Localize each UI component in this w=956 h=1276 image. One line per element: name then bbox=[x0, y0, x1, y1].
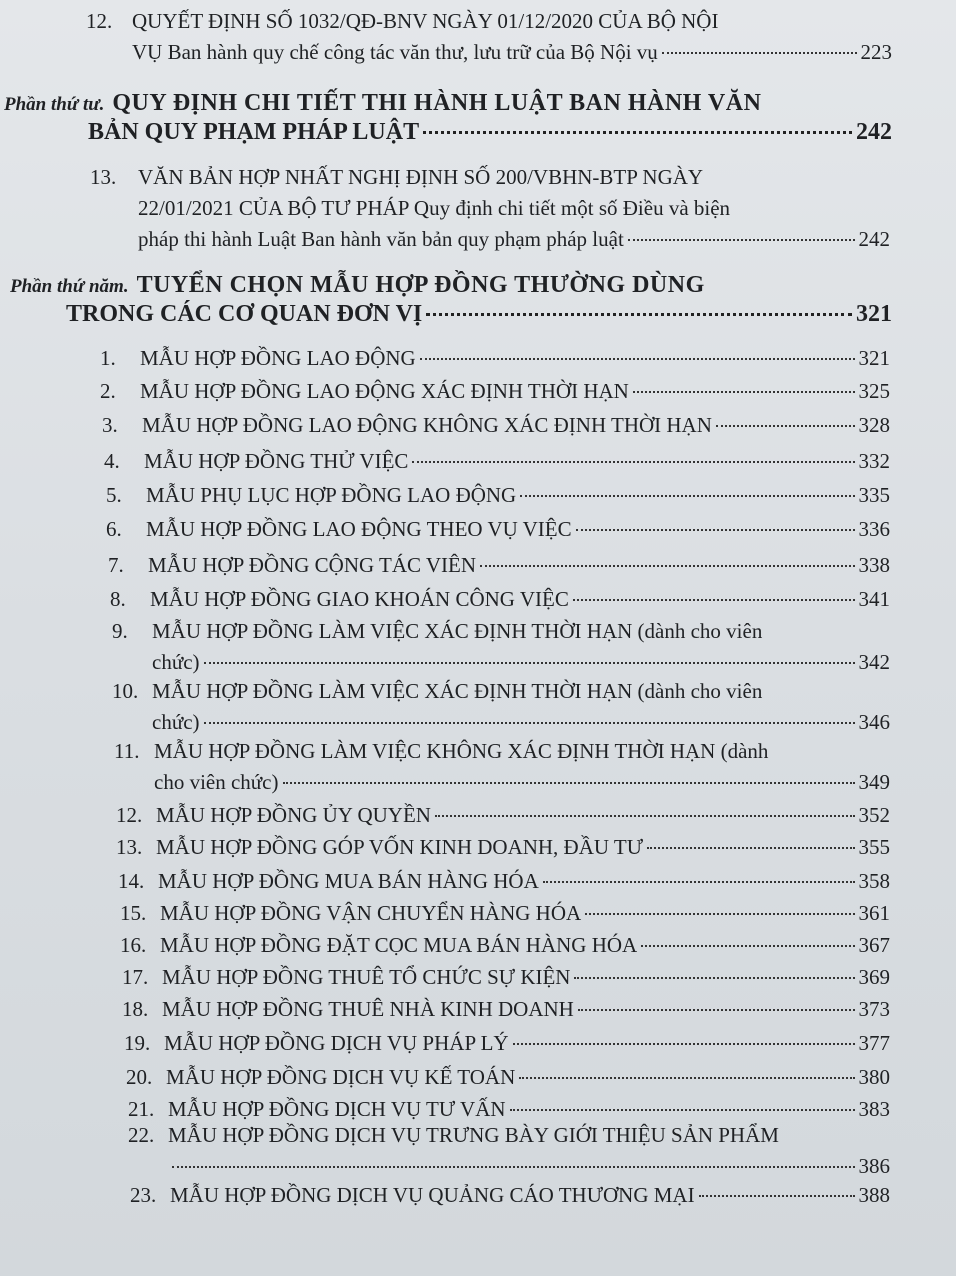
entry-title: MẪU HỢP ĐỒNG THỬ VIỆC bbox=[144, 449, 409, 473]
entry-number: 18. bbox=[122, 997, 149, 1021]
entry-title-cont: chức) bbox=[152, 650, 200, 674]
leader-dots bbox=[513, 1043, 855, 1045]
entry-number: 14. bbox=[118, 869, 145, 893]
entry-title-line2: VỤ Ban hành quy chế công tác văn thư, lưu trữ của Bộ Nội vụ bbox=[132, 40, 658, 64]
leader-dots bbox=[662, 52, 857, 54]
page-number: 242 bbox=[856, 119, 892, 145]
entry-title: MẪU PHỤ LỤC HỢP ĐỒNG LAO ĐỘNG bbox=[146, 483, 517, 507]
contract-entry bbox=[104, 446, 890, 477]
section-4-heading bbox=[4, 90, 892, 146]
entry-title: MẪU HỢP ĐỒNG ỦY QUYỀN bbox=[156, 803, 431, 827]
entry-title: MẪU HỢP ĐỒNG DỊCH VỤ TƯ VẤN bbox=[168, 1097, 506, 1121]
entry-number: 23. bbox=[130, 1183, 157, 1207]
leader-dots bbox=[585, 913, 854, 915]
leader-dots bbox=[204, 662, 855, 664]
entry-title-line3: pháp thi hành Luật Ban hành văn bản quy phạm pháp luật bbox=[138, 227, 624, 251]
leader-dots bbox=[716, 425, 855, 427]
entry-title: MẪU HỢP ĐỒNG GÓP VỐN KINH DOANH, ĐẦU TƯ bbox=[156, 835, 644, 859]
entry-title: MẪU HỢP ĐỒNG CỘNG TÁC VIÊN bbox=[148, 553, 477, 577]
contract-entry bbox=[116, 832, 890, 863]
entry-number: 16. bbox=[120, 933, 147, 957]
entry-number: 1. bbox=[100, 346, 116, 370]
entry-title: MẪU HỢP ĐỒNG LÀM VIỆC XÁC ĐỊNH THỜI HẠN (dành cho viên bbox=[152, 619, 763, 643]
entry-title-line1: VĂN BẢN HỢP NHẤT NGHỊ ĐỊNH SỐ 200/VBHN-BTP NGÀY bbox=[138, 165, 704, 189]
page-number: 321 bbox=[856, 301, 892, 327]
contract-entry bbox=[100, 376, 890, 407]
page-number: 223 bbox=[860, 40, 892, 64]
entry-title: MẪU HỢP ĐỒNG LAO ĐỘNG XÁC ĐỊNH THỜI HẠN bbox=[140, 379, 629, 403]
leader-dots bbox=[435, 815, 855, 817]
leader-dots bbox=[204, 722, 855, 724]
leader-dots bbox=[641, 945, 854, 947]
entry-title: MẪU HỢP ĐỒNG LAO ĐỘNG THEO VỤ VIỆC bbox=[146, 517, 572, 541]
page-number: 380 bbox=[858, 1065, 890, 1089]
entry-number: 4. bbox=[104, 449, 120, 473]
entry-title: MẪU HỢP ĐỒNG MUA BÁN HÀNG HÓA bbox=[158, 869, 539, 893]
entry-title-line1: QUYẾT ĐỊNH SỐ 1032/QĐ-BNV NGÀY 01/12/2020 CỦA BỘ NỘI bbox=[132, 9, 719, 33]
entry-title: MẪU HỢP ĐỒNG DỊCH VỤ PHÁP LÝ bbox=[164, 1031, 509, 1055]
entry-number: 13. bbox=[90, 165, 117, 189]
contract-entry bbox=[122, 962, 890, 993]
leader-dots bbox=[420, 358, 855, 360]
contract-entry bbox=[112, 676, 890, 738]
entry-number: 11. bbox=[114, 739, 140, 763]
entry-number: 7. bbox=[108, 553, 124, 577]
page-number: 377 bbox=[858, 1031, 890, 1055]
entry-title: MẪU HỢP ĐỒNG THUÊ TỔ CHỨC SỰ KIỆN bbox=[162, 965, 571, 989]
page-number: 332 bbox=[858, 449, 890, 473]
entry-number: 20. bbox=[126, 1065, 153, 1089]
leader-dots bbox=[423, 131, 852, 134]
entry-title: MẪU HỢP ĐỒNG DỊCH VỤ TRƯNG BÀY GIỚI THIỆU SẢN PHẨM bbox=[168, 1123, 779, 1147]
entry-title: MẪU HỢP ĐỒNG DỊCH VỤ QUẢNG CÁO THƯƠNG MẠI bbox=[170, 1183, 695, 1207]
leader-dots bbox=[519, 1077, 854, 1079]
entry-number: 17. bbox=[122, 965, 149, 989]
leader-dots bbox=[510, 1109, 855, 1111]
leader-dots bbox=[412, 461, 854, 463]
contract-entry bbox=[116, 800, 890, 831]
leader-dots bbox=[628, 239, 855, 241]
leader-dots bbox=[480, 565, 854, 567]
page-number: 335 bbox=[858, 483, 890, 507]
contract-entry bbox=[106, 514, 890, 545]
entry-number: 9. bbox=[112, 619, 128, 643]
page-number: 328 bbox=[858, 413, 890, 437]
leader-dots bbox=[426, 313, 852, 316]
page-number: 342 bbox=[858, 650, 890, 674]
contract-entry bbox=[112, 616, 890, 678]
leader-dots bbox=[576, 529, 855, 531]
page-number: 355 bbox=[858, 835, 890, 859]
entry-title-line2: 22/01/2021 CỦA BỘ TƯ PHÁP Quy định chi tiết một số Điều và biện bbox=[138, 196, 731, 220]
entry-title: MẪU HỢP ĐỒNG VẬN CHUYỂN HÀNG HÓA bbox=[160, 901, 582, 925]
toc-entry-12 bbox=[86, 6, 892, 68]
contract-entry bbox=[110, 584, 890, 615]
entry-number: 21. bbox=[128, 1097, 155, 1121]
contract-entry bbox=[118, 866, 890, 897]
entry-number: 8. bbox=[110, 587, 126, 611]
page-number: 336 bbox=[858, 517, 890, 541]
entry-title: MẪU HỢP ĐỒNG THUÊ NHÀ KINH DOANH bbox=[162, 997, 574, 1021]
page-number: 341 bbox=[858, 587, 890, 611]
entry-number: 22. bbox=[128, 1123, 155, 1147]
contract-entry bbox=[120, 930, 890, 961]
section-title-line1: TUYỂN CHỌN MẪU HỢP ĐỒNG THƯỜNG DÙNG bbox=[136, 272, 705, 298]
entry-number: 10. bbox=[112, 679, 139, 703]
page-number: 369 bbox=[858, 965, 890, 989]
entry-title-cont: cho viên chức) bbox=[154, 770, 279, 794]
section-label: Phần thứ năm. bbox=[10, 276, 129, 297]
page-number: 242 bbox=[858, 227, 890, 251]
leader-dots bbox=[520, 495, 854, 497]
entry-number: 13. bbox=[116, 835, 143, 859]
section-label: Phần thứ tư. bbox=[4, 94, 105, 115]
contract-entry bbox=[102, 410, 890, 441]
leader-dots bbox=[543, 881, 855, 883]
page-number: 361 bbox=[858, 901, 890, 925]
entry-title: MẪU HỢP ĐỒNG LÀM VIỆC XÁC ĐỊNH THỜI HẠN (dành cho viên bbox=[152, 679, 763, 703]
contract-entry bbox=[124, 1028, 890, 1059]
entry-number: 12. bbox=[116, 803, 143, 827]
leader-dots bbox=[283, 782, 855, 784]
contract-entry bbox=[122, 994, 890, 1025]
entry-number: 6. bbox=[106, 517, 122, 541]
leader-dots bbox=[172, 1166, 855, 1168]
entry-number: 3. bbox=[102, 413, 118, 437]
page-number: 373 bbox=[858, 997, 890, 1021]
entry-title: MẪU HỢP ĐỒNG ĐẶT CỌC MUA BÁN HÀNG HÓA bbox=[160, 933, 638, 957]
entry-number: 12. bbox=[86, 9, 113, 33]
section-title-line2: TRONG CÁC CƠ QUAN ĐƠN VỊ bbox=[66, 301, 423, 327]
page-number: 349 bbox=[858, 770, 890, 794]
entry-title: MẪU HỢP ĐỒNG GIAO KHOÁN CÔNG VIỆC bbox=[150, 587, 569, 611]
leader-dots bbox=[633, 391, 855, 393]
contract-entry bbox=[130, 1180, 890, 1211]
page-number: 388 bbox=[858, 1183, 890, 1207]
entry-title: MẪU HỢP ĐỒNG LAO ĐỘNG KHÔNG XÁC ĐỊNH THỜI HẠN bbox=[142, 413, 712, 437]
contract-entry bbox=[126, 1062, 890, 1093]
page-number: 352 bbox=[858, 803, 890, 827]
contract-entry bbox=[128, 1120, 890, 1182]
section-title-line2: BẢN QUY PHẠM PHÁP LUẬT bbox=[88, 119, 420, 145]
entry-title: MẪU HỢP ĐỒNG DỊCH VỤ KẾ TOÁN bbox=[166, 1065, 516, 1089]
entry-number: 2. bbox=[100, 379, 116, 403]
page-number: 386 bbox=[858, 1154, 890, 1178]
entry-title: MẪU HỢP ĐỒNG LÀM VIỆC KHÔNG XÁC ĐỊNH THỜI HẠN (dành bbox=[154, 739, 769, 763]
page-number: 325 bbox=[858, 379, 890, 403]
page-number: 383 bbox=[858, 1097, 890, 1121]
leader-dots bbox=[573, 599, 855, 601]
section-title-line1: QUY ĐỊNH CHI TIẾT THI HÀNH LUẬT BAN HÀNH VĂN bbox=[112, 90, 762, 116]
page-number: 321 bbox=[858, 346, 890, 370]
entry-number: 5. bbox=[106, 483, 122, 507]
contract-entry bbox=[106, 480, 890, 511]
entry-title-cont: chức) bbox=[152, 710, 200, 734]
page-number: 367 bbox=[858, 933, 890, 957]
toc-entry-13 bbox=[90, 162, 890, 255]
page-number: 338 bbox=[858, 553, 890, 577]
leader-dots bbox=[647, 847, 854, 849]
entry-title: MẪU HỢP ĐỒNG LAO ĐỘNG bbox=[140, 346, 416, 370]
page-number: 346 bbox=[858, 710, 890, 734]
section-5-heading bbox=[10, 272, 892, 328]
contract-entry bbox=[108, 550, 890, 581]
entry-number: 15. bbox=[120, 901, 147, 925]
contract-entry bbox=[114, 736, 890, 798]
entry-number: 19. bbox=[124, 1031, 151, 1055]
page-number: 358 bbox=[858, 869, 890, 893]
leader-dots bbox=[578, 1009, 855, 1011]
leader-dots bbox=[574, 977, 854, 979]
contract-entry bbox=[100, 343, 890, 374]
leader-dots bbox=[699, 1195, 855, 1197]
contract-entry bbox=[120, 898, 890, 929]
